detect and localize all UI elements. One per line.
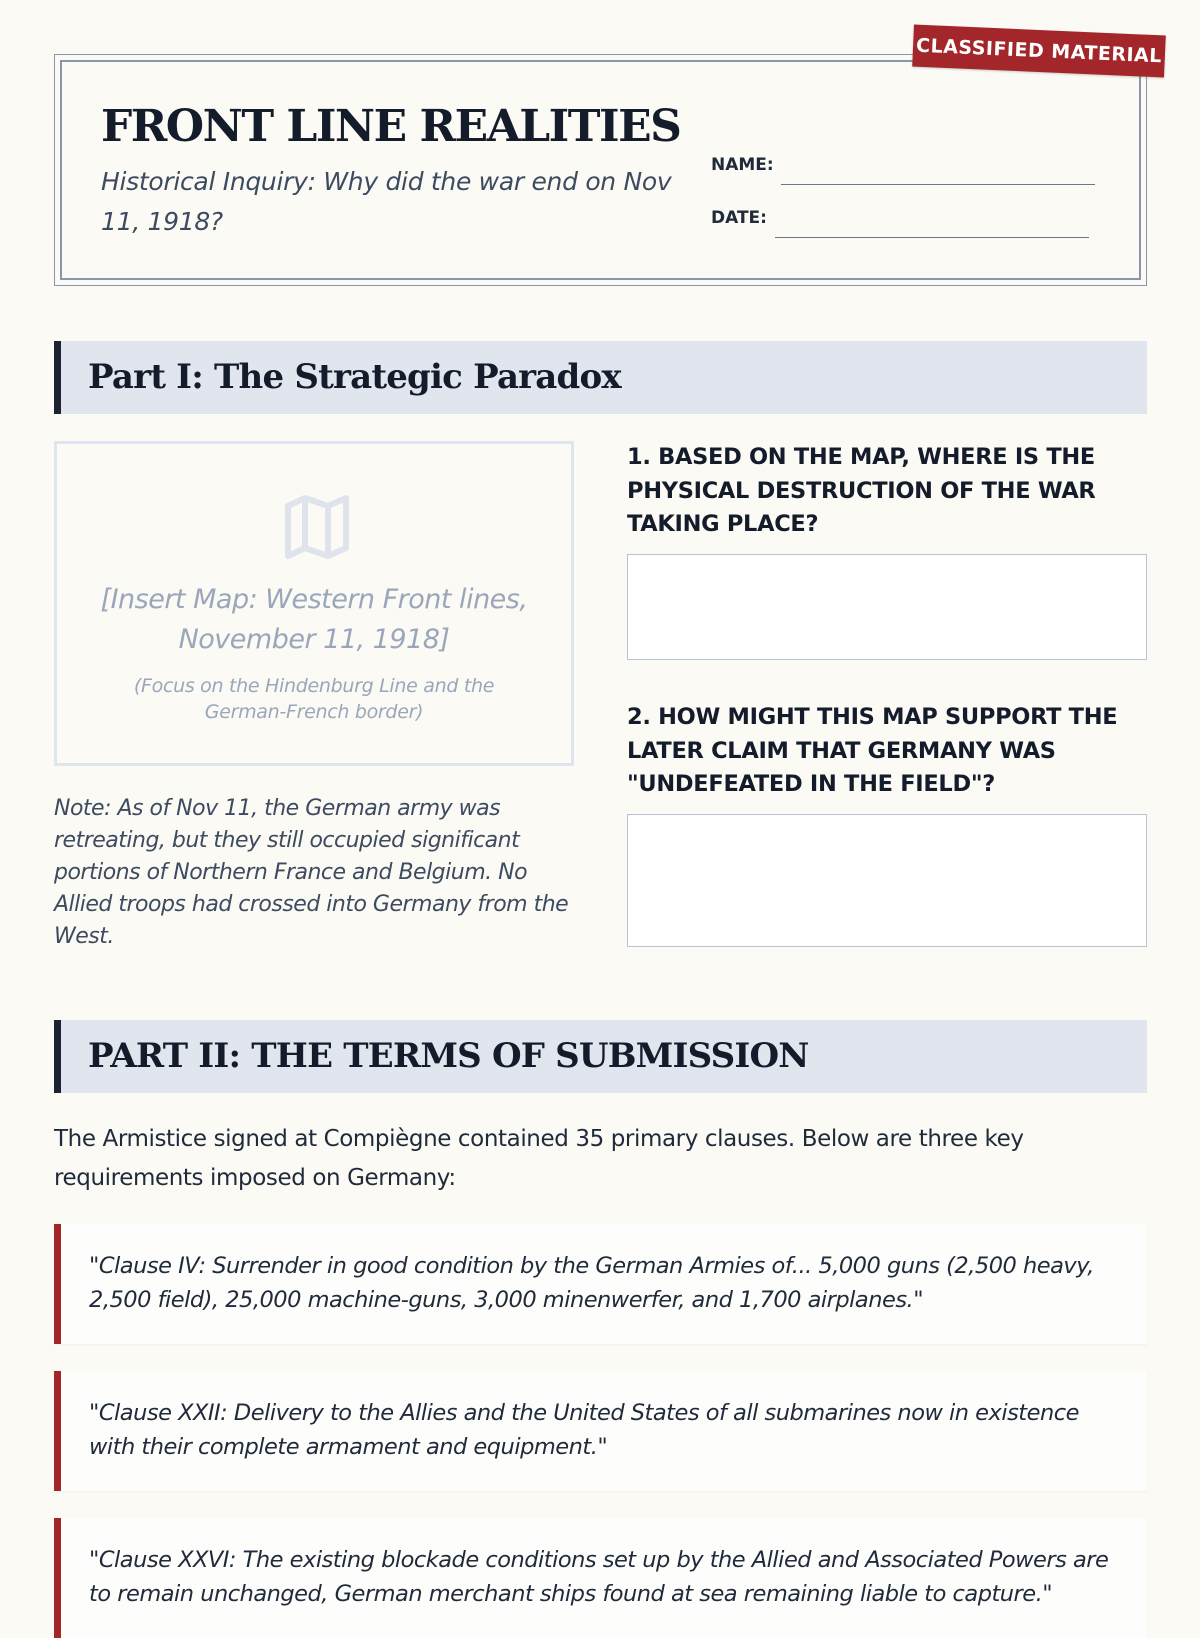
map-note: Note: As of Nov 11, the German army was retreating, but they still occupied significant portions of Northern France and Belgium. No Allied troops had crossed into Germany from the West. — [54, 796, 569, 949]
name-label: NAME: — [711, 155, 774, 175]
map-caption: [Insert Map: Western Front lines, November 11, 1918] — [100, 584, 528, 655]
map-icon — [282, 492, 352, 562]
section-title: Part I: The Strategic Paradox — [88, 357, 621, 397]
answer-box-2[interactable] — [627, 814, 1147, 947]
part-2-intro: The Armistice signed at Compiègne contained 35 primary clauses. Below are three key requirements imposed on Germany: — [54, 1126, 1024, 1191]
date-label: DATE: — [711, 208, 767, 228]
question-2: 2. HOW MIGHT THIS MAP SUPPORT THE LATER CLAIM THAT GERMANY WAS "UNDEFEATED IN THE FIELD"? — [627, 704, 1118, 797]
section-header-part-1 — [54, 341, 1147, 414]
clause-quote — [54, 1371, 1147, 1491]
answer-box-1[interactable] — [627, 554, 1147, 660]
worksheet-header — [54, 54, 1147, 286]
clause-quote — [54, 1224, 1147, 1344]
date-field[interactable] — [775, 237, 1089, 238]
name-field[interactable] — [781, 184, 1095, 185]
clause-text: "Clause XXVI: The existing blockade conditions set up by the Allied and Associated Powers are to remain unchanged, German merchant ships found at sea remaining liable to capture." — [89, 1547, 1109, 1607]
question-1: 1. BASED ON THE MAP, WHERE IS THE PHYSICAL DESTRUCTION OF THE WAR TAKING PLACE? — [627, 444, 1096, 537]
page-subtitle: Historical Inquiry: Why did the war end on Nov 11, 1918? — [101, 167, 672, 236]
section-title: PART II: THE TERMS OF SUBMISSION — [88, 1036, 809, 1076]
map-placeholder — [54, 441, 574, 766]
map-subcaption: (Focus on the Hindenburg Line and the German-French border) — [133, 675, 495, 723]
classified-stamp: CLASSIFIED MATERIAL — [912, 25, 1166, 78]
page-title: FRONT LINE REALITIES — [101, 101, 681, 152]
clause-text: "Clause IV: Surrender in good condition by the German Armies of... 5,000 guns (2,500 heavy, 2,500 field), 25,000 machine-guns, 3,000 minenwerfer, and 1,700 airplanes." — [89, 1253, 1094, 1313]
clause-text: "Clause XXII: Delivery to the Allies and the United States of all submarines now in existence with their complete armament and equipment." — [89, 1400, 1079, 1460]
clause-quote — [54, 1518, 1147, 1638]
section-header-part-2 — [54, 1020, 1147, 1093]
